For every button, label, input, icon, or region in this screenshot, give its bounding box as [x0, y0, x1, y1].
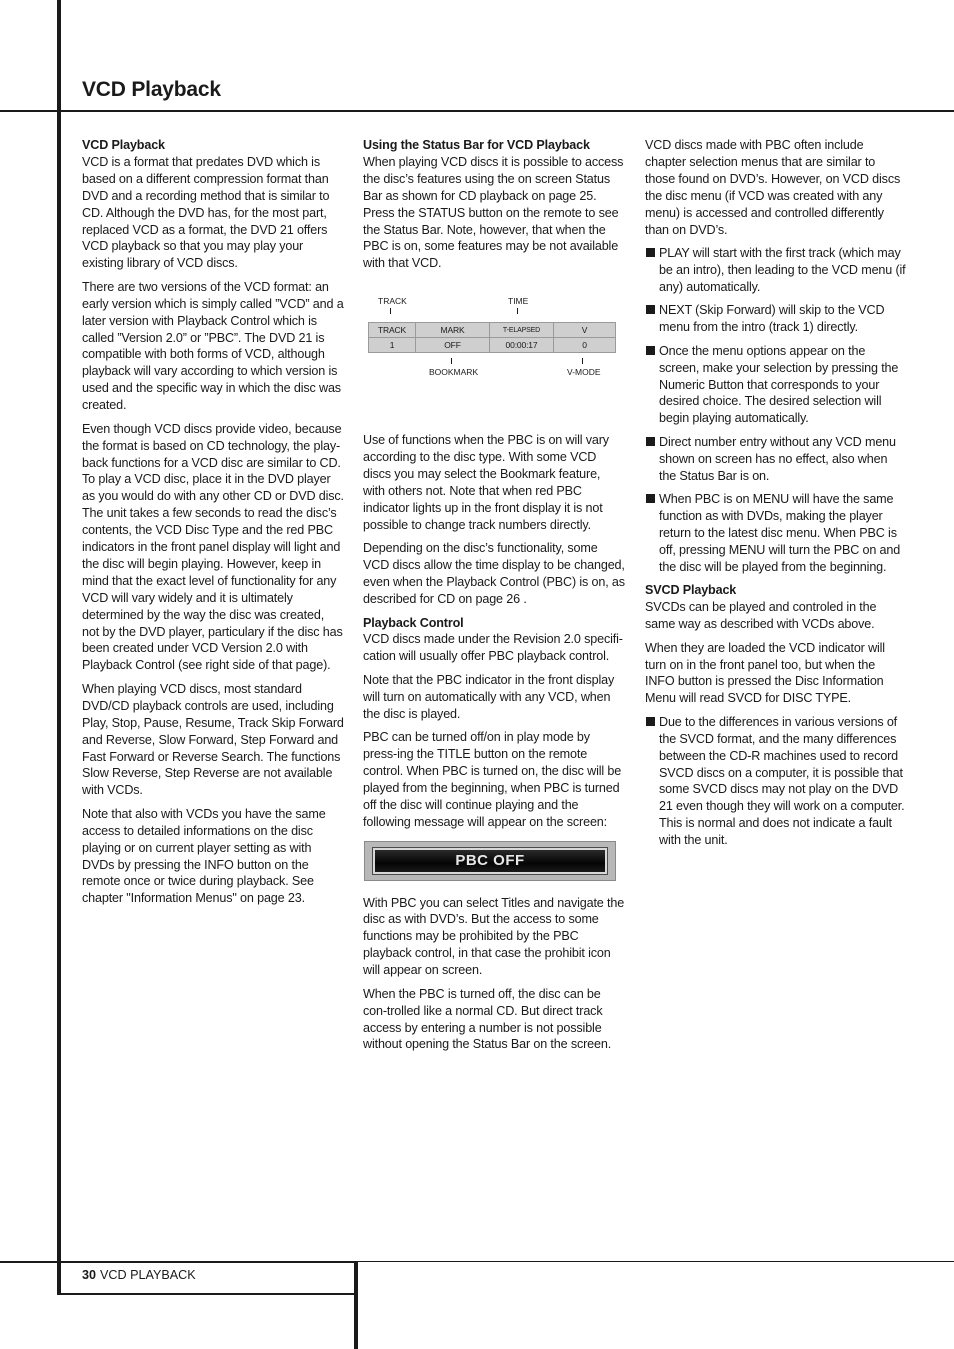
bullet-item: NEXT (Skip Forward) will skip to the VCD menu from the intro (track 1) directly.: [645, 302, 907, 336]
bullet-item: PLAY will start with the first track (which may be an intro), then leading to the VCD menu (if any) automatically.: [645, 245, 907, 296]
section-heading-status-bar: Using the Status Bar for VCD Playback: [363, 138, 590, 152]
status-cell-elapsed-header: T-ELAPSED: [490, 323, 554, 338]
status-cell-mark-header: MARK: [416, 323, 490, 338]
footer-box-bottom: [57, 1293, 357, 1295]
paragraph: Even though VCD discs provide video, because the format is based on CD technology, the play-back functions for a VCD disc are similar to CD. To play a VCD disc, place it in the DVD player as you would do with any other CD or DVD disc. The unit takes a few seconds to read the disc’s contents, the VCD Disc Type and the red PBC indicators in the front panel display will light and the disc will begin playing. However, keep in mind that the exact level of functionality for any VCD will vary widely and it is ultimately determined by the way the disc was created, not by the DVD player, particulary if the disc has been created under VCD Version 2.0 with Playback Control (see right side of that page).: [82, 421, 344, 673]
callout-tick: [582, 358, 583, 364]
paragraph: When playing VCD discs it is possible to access the disc’s features using the on screen Status Bar as shown for CD playback on page 25. Press the STATUS button on the remote to see the Status Bar. Note, however, that when the PBC is on, some features may be not available with that VCD.: [363, 154, 624, 271]
column-2: [363, 137, 625, 1060]
bullet-item: Once the menu options appear on the screen, make your selection by pressing the Numeric Button that corresponds to your desired choice. The desired selection will begin playing automatically.: [645, 343, 907, 428]
section-heading-playback-control: Playback Control: [363, 615, 464, 630]
status-bar-table: [368, 322, 616, 353]
status-cell-v-value: 0: [554, 338, 616, 353]
paragraph: VCD is a format that predates DVD which is based on a different compression format than DVD and a recording method that is similar to CD. Although the DVD has, for the most part, replaced VCD as a format, the DVD 21 offers VCD playback so that you may play your existing library of VCD discs.: [82, 154, 330, 271]
paragraph: When the PBC is turned off, the disc can be con-trolled like a normal CD. But direct track access by entering a number is not possible without opening the Status Bar on the screen.: [363, 986, 612, 1052]
column-3: [645, 137, 907, 856]
pbc-off-banner: PBC OFF: [373, 848, 607, 874]
bullet-item: When PBC is on MENU will have the same function as with DVDs, making the player return to the latest disc menu. When PBC is off, pressing MENU will turn the PBC on and the disc will be played from the beginning.: [645, 491, 907, 576]
paragraph: Use of functions when the PBC is on will vary according to the disc type. With some VCD discs you may select the Bookmark feature, with others not. Note that when red PBC indicator lights up in the front display it is not possible to change track numbers directly.: [363, 433, 609, 532]
status-cell-track-header: TRACK: [369, 323, 416, 338]
section-heading-vcd-playback: VCD Playback: [82, 138, 165, 152]
status-cell-track-value: 1: [369, 338, 416, 353]
bullet-item: Direct number entry without any VCD menu shown on screen has no effect, also when the Status Bar is on.: [645, 434, 907, 485]
status-bar-diagram: [363, 286, 625, 432]
callout-track: TRACK: [378, 296, 407, 307]
paragraph: VCD discs made under the Revision 2.0 specifi-cation will usually offer PBC playback control.: [363, 632, 623, 664]
section-heading-svcd-playback: SVCD Playback: [645, 583, 737, 598]
pbc-off-screen-message: [364, 841, 616, 881]
footer-divider: [354, 1261, 358, 1349]
status-cell-elapsed-value: 00:00:17: [490, 338, 554, 353]
callout-bookmark: BOOKMARK: [429, 367, 479, 378]
paragraph: There are two versions of the VCD format: an early version which is simply called ”VCD” and a later version with Playback Control which is called ”Version 2.0” or ”PBC”. The DVD 21 is compatible with both forms of VCD, although playback will vary according to which version is used and the specific way in which the disc was created.: [82, 279, 344, 413]
paragraph: PBC can be turned off/on in play mode by press-ing the TITLE button on the remote control. When PBC is turned on, the disc will be played from the beginning, when PBC is turned off the disc will continue playing and the following message will appear on the screen:: [363, 730, 622, 829]
status-cell-v-header: V: [554, 323, 616, 338]
callout-tick: [517, 308, 518, 314]
callout-vmode: V-MODE: [567, 367, 601, 378]
footer-rule: [0, 1261, 356, 1263]
status-bar-header-row: [369, 323, 616, 338]
paragraph: Note that also with VCDs you have the same access to detailed informations on the disc playing or on current player setting as with DVDs by pressing the INFO button on the remote once or twice during playback. See chapter "Information Menus" on page 23.: [82, 806, 326, 906]
page-title: VCD Playback: [82, 78, 221, 101]
status-cell-mark-value: OFF: [416, 338, 490, 353]
column-1: [82, 137, 344, 914]
paragraph: Note that the PBC indicator in the front display will turn on automatically with any VCD, when the disc is played.: [363, 672, 615, 721]
paragraph: When they are loaded the VCD indicator will turn on in the front panel too, but when the INFO button is pressed the Disc Information Menu will read SVCD for DISC TYPE.: [645, 640, 885, 706]
callout-tick: [390, 308, 391, 314]
page-footer: [82, 1268, 196, 1282]
status-bar-value-row: [369, 338, 616, 353]
paragraph: VCD discs made with PBC often include chapter selection menus that are similar to those found on DVD’s. However, on VCD discs the disc menu (if VCD was created with any menu) is accessed and controlled differently than on DVD’s.: [645, 138, 901, 237]
title-rule: [0, 110, 954, 112]
page-number: 30: [82, 1268, 97, 1282]
callout-time: TIME: [508, 296, 529, 307]
left-margin-rule: [57, 0, 61, 1295]
footer-rule-right: [358, 1261, 954, 1262]
paragraph: With PBC you can select Titles and navigate the disc as with DVD’s. But the access to some functions may be prohibited by the PBC playback control, in that case the prohibit icon will appear on screen.: [363, 895, 625, 978]
bullet-item: Due to the differences in various versions of the SVCD format, and the many differences between the CD-R machines used to record SVCD discs on a computer, it is possible that some SVCD discs may not play on the DVD 21 even though they will work on a computer. This is normal and does not indicate a fault with the unit.: [645, 714, 907, 849]
paragraph: When playing VCD discs, most standard DVD/CD playback controls are used, including Play, Stop, Pause, Resume, Track Skip Forward and Reverse, Slow Forward, Step Forward and Fast Forward or Reverse Search. The functions Slow Reverse, Step Reverse are not available with VCDs.: [82, 681, 344, 798]
footer-section-label: VCD PLAYBACK: [100, 1268, 196, 1282]
paragraph: SVCDs can be played and controled in the same way as described with VCDs above.: [645, 600, 877, 632]
paragraph: Depending on the disc’s functionality, some VCD discs allow the time display to be changed, even when the Playback Control (PBC) is on, as described for CD on page 26 .: [363, 541, 625, 606]
callout-tick: [451, 358, 452, 364]
